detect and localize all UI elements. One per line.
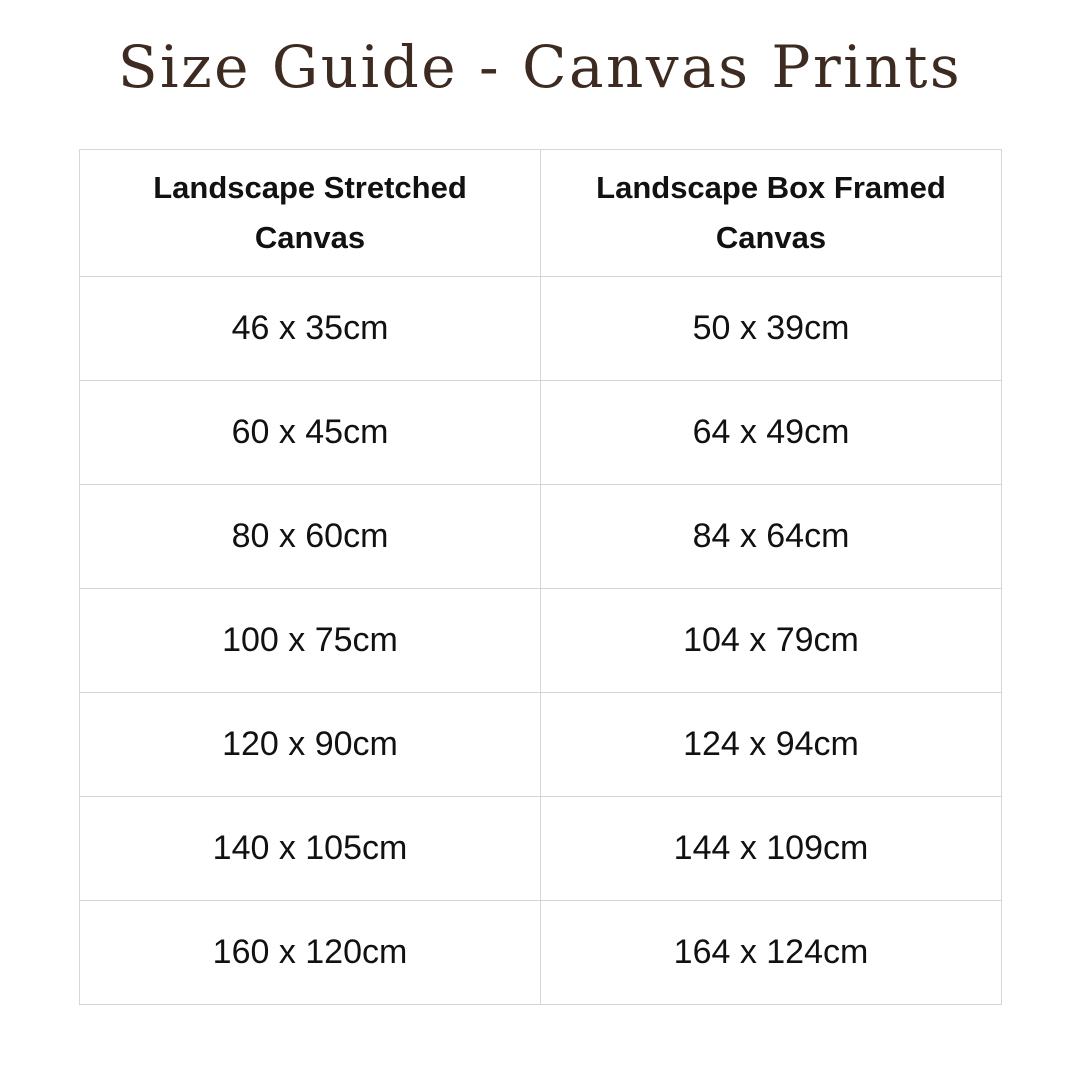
- table-row: [80, 693, 1002, 797]
- column-header-box-framed-canvas: Landscape Box Framed Canvas: [541, 150, 1002, 277]
- stretched-canvas-size: 140 x 105cm: [80, 797, 541, 901]
- column-header-stretched-canvas: Landscape Stretched Canvas: [80, 150, 541, 277]
- table-row: [80, 797, 1002, 901]
- table-row: [80, 277, 1002, 381]
- box-framed-canvas-size: 124 x 94cm: [541, 693, 1002, 797]
- box-framed-canvas-size: 64 x 49cm: [541, 381, 1002, 485]
- box-framed-canvas-size: 104 x 79cm: [541, 589, 1002, 693]
- box-framed-canvas-size: 50 x 39cm: [541, 277, 1002, 381]
- table-row: [80, 589, 1002, 693]
- box-framed-canvas-size: 84 x 64cm: [541, 485, 1002, 589]
- box-framed-canvas-size: 144 x 109cm: [541, 797, 1002, 901]
- stretched-canvas-size: 60 x 45cm: [80, 381, 541, 485]
- table-row: [80, 381, 1002, 485]
- stretched-canvas-size: 120 x 90cm: [80, 693, 541, 797]
- stretched-canvas-size: 80 x 60cm: [80, 485, 541, 589]
- stretched-canvas-size: 46 x 35cm: [80, 277, 541, 381]
- box-framed-canvas-size: 164 x 124cm: [541, 901, 1002, 1005]
- stretched-canvas-size: 100 x 75cm: [80, 589, 541, 693]
- table-row: [80, 485, 1002, 589]
- page-title: Size Guide - Canvas Prints: [117, 33, 963, 101]
- table-header-row: [80, 150, 1002, 277]
- size-guide-table: [79, 149, 1002, 1005]
- table-row: [80, 901, 1002, 1005]
- stretched-canvas-size: 160 x 120cm: [80, 901, 541, 1005]
